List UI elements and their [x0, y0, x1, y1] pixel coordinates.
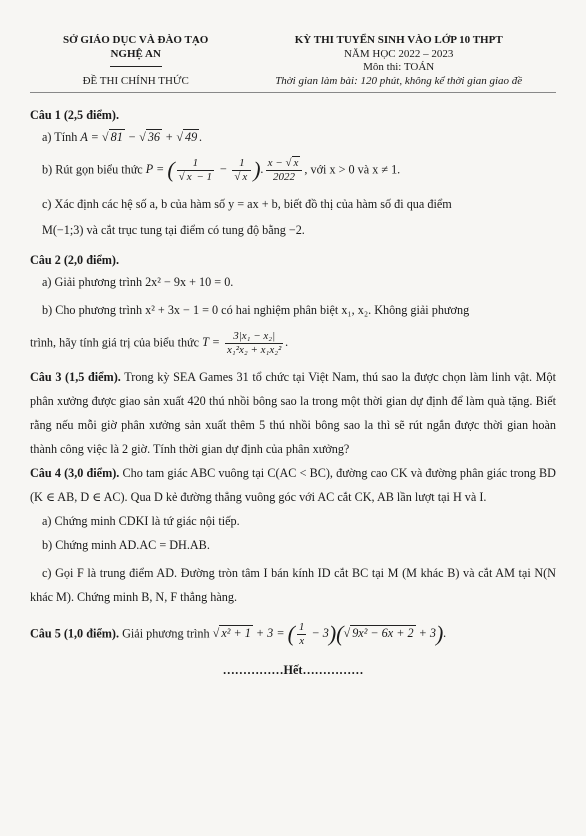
question-1b [42, 157, 556, 184]
question-4-title: Câu 4 (3,0 điểm). [30, 466, 120, 480]
exam-title: KỲ THI TUYỂN SINH VÀO LỚP 10 THPT [294, 34, 503, 46]
question-1-title: Câu 1 (2,5 điểm). [30, 108, 120, 122]
q1b-formula: P = ( $\frac{1}{√ x - 1}$ − $\frac{1}{√ x}$ ). $\frac{x - √ x}{2022}$ [146, 162, 305, 176]
question-5-title: Câu 5 (1,0 điểm). [30, 626, 120, 641]
q1a-formula: A = √ 81 − √ 36 + √ 49 . [80, 130, 203, 144]
question-3-title: Câu 3 (1,5 điểm). [30, 370, 121, 384]
question-3 [30, 365, 556, 461]
official-label: ĐỀ THI CHÍNH THỨC [82, 74, 189, 87]
exam-end: ……………Hết…………… [222, 663, 364, 677]
question-2-title: Câu 2 (2,0 điểm). [30, 253, 120, 267]
subject-label: Môn thi: TOÁN [363, 61, 435, 73]
q5-formula: √ x² + 1 + 3 = ( $\frac{1}{x}$ − 3)(√ 9x² − 6x + 2 + 3). [212, 621, 447, 647]
question-4a: a) Chứng minh CDKI là tứ giác nội tiếp. [42, 514, 240, 528]
q1b-condition: , với x > 0 và x ≠ 1. [304, 162, 401, 177]
question-4-text: Cho tam giác ABC vuông tại C(AC < BC), đường cao CK và đường phân giác trong BD (K ∈ AB, D ∈ AC). Qua D kẻ đường thẳng vuông góc với AC cắt CK, AB lần lượt tại H và I. [30, 466, 556, 504]
question-2a: a) Giải phương trình 2x² − 9x + 10 = 0. [42, 275, 234, 289]
question-4c: c) Gọi F là trung điểm AD. Đường tròn tâm I bán kính ID cắt BC tại M (M khác B) và cắt AM tại N(N khác M). Chứng minh B, N, F thẳng hàng. [30, 566, 556, 604]
department-name: SỞ GIÁO DỤC VÀ ĐÀO TẠO [63, 34, 209, 46]
question-1c-line2: M(−1;3) và cắt trục tung tại điểm có tung độ bằng −2. [42, 223, 305, 237]
header-right [241, 34, 556, 88]
question-2b-line2 [30, 330, 556, 357]
question-5-text: Giải phương trình [119, 626, 210, 641]
question-4b: b) Chứng minh AD.AC = DH.AB. [42, 538, 210, 552]
question-5 [30, 621, 556, 648]
header-divider [30, 92, 556, 93]
exam-content [30, 107, 556, 678]
header-left [30, 34, 241, 88]
question-1c-line1: c) Xác định các hệ số a, b của hàm số y = ax + b, biết đồ thị của hàm số đi qua điểm [42, 197, 452, 211]
question-2b-line1: b) Cho phương trình x² + 3x − 1 = 0 có hai nghiệm phân biệt x₁, x₂. Không giải phương [42, 303, 470, 317]
question-1a [42, 129, 556, 145]
q2b-formula: T = $\frac{\text{3|x₁ − x₂|}}{\text{x₁²x₂ + x₁x₂²}}$ . [202, 330, 289, 356]
q1a-label: a) Tính [42, 130, 78, 144]
school-year: NĂM HỌC 2022 – 2023 [343, 47, 454, 60]
question-4 [30, 461, 556, 509]
q1b-label: b) Rút gọn biểu thức [42, 162, 143, 177]
header-underline [110, 66, 162, 67]
exam-header [30, 34, 556, 88]
q2b-text: trình, hãy tính giá trị của biểu thức [30, 335, 200, 350]
time-limit: Thời gian làm bài: 120 phút, không kể thời gian giao đề [275, 74, 523, 87]
province-name: NGHỆ AN [110, 47, 161, 60]
question-3-text: Trong kỳ SEA Games 31 tổ chức tại Việt Nam, thú sao la được chọn làm linh vật. Một phân xưởng được giao sản xuất 420 thú nhồi bông sao la trong một thời gian dự định để làm quà tặng. Biết rằng nếu mỗi giờ phân xưởng sản xuất thêm 5 thú nhồi bông sao la thì sẽ rút ngắn được thời gian hoàn thành công việc là 2 giờ. Tính thời gian dự định của phân xưởng? [30, 370, 556, 456]
